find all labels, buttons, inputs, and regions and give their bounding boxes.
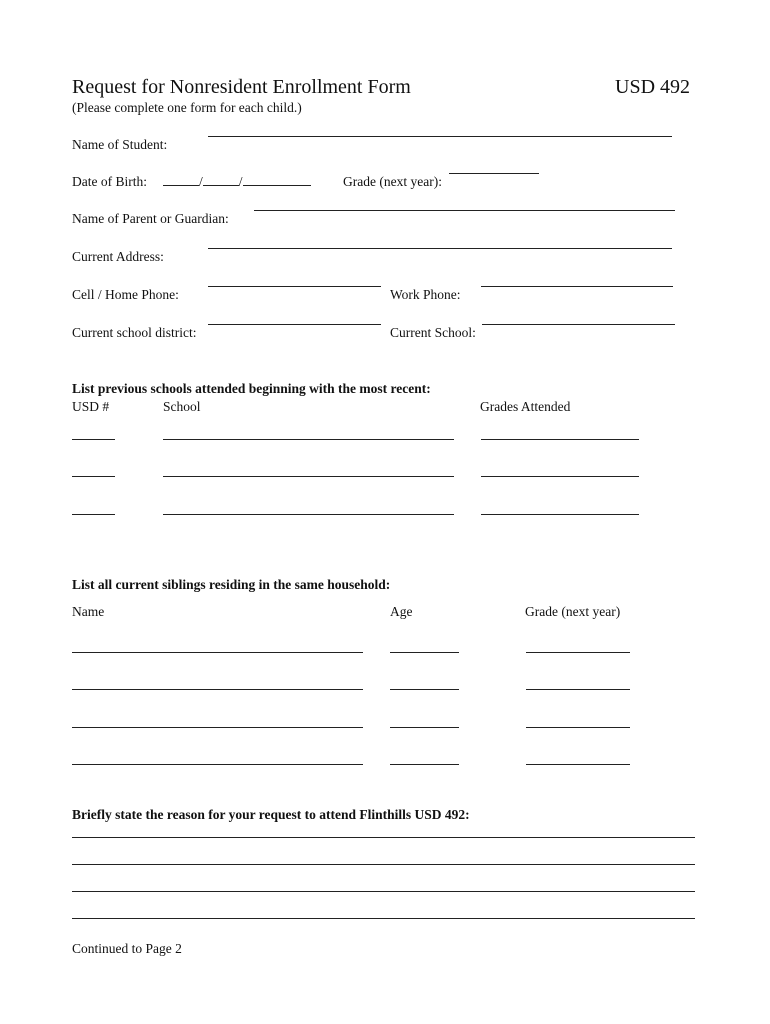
name-of-student-field[interactable] bbox=[208, 136, 672, 137]
reason-line-field[interactable] bbox=[72, 918, 695, 919]
date-of-birth-label: Date of Birth: bbox=[72, 174, 147, 189]
sibling-age-field[interactable] bbox=[390, 689, 459, 690]
previous-school-name-field[interactable] bbox=[163, 476, 454, 477]
previous-school-name-field[interactable] bbox=[163, 439, 454, 440]
sibling-grade-field[interactable] bbox=[526, 764, 630, 765]
reason-line-field[interactable] bbox=[72, 891, 695, 892]
siblings-heading: List all current siblings residing in the same household: bbox=[72, 577, 391, 592]
reason-line-field[interactable] bbox=[72, 837, 695, 838]
siblings-col-age: Age bbox=[390, 604, 413, 619]
reason-line-field[interactable] bbox=[72, 864, 695, 865]
current-school-field[interactable] bbox=[482, 324, 675, 325]
sibling-name-field[interactable] bbox=[72, 689, 363, 690]
current-school-district-field[interactable] bbox=[208, 324, 381, 325]
dob-month-field[interactable] bbox=[163, 173, 199, 186]
current-address-label: Current Address: bbox=[72, 249, 164, 264]
previous-school-usd-field[interactable] bbox=[72, 514, 115, 515]
previous-school-grades-field[interactable] bbox=[481, 476, 639, 477]
sibling-name-field[interactable] bbox=[72, 764, 363, 765]
sibling-age-field[interactable] bbox=[390, 727, 459, 728]
grade-next-year-label: Grade (next year): bbox=[343, 174, 442, 189]
previous-schools-col-usd: USD # bbox=[72, 399, 110, 414]
dob-year-field[interactable] bbox=[243, 173, 311, 186]
form-title: Request for Nonresident Enrollment Form bbox=[72, 76, 411, 98]
name-of-parent-label: Name of Parent or Guardian: bbox=[72, 211, 229, 226]
sibling-grade-field[interactable] bbox=[526, 727, 630, 728]
dob-day-field[interactable] bbox=[203, 173, 239, 186]
continued-note: Continued to Page 2 bbox=[72, 941, 182, 956]
work-phone-field[interactable] bbox=[481, 286, 673, 287]
sibling-age-field[interactable] bbox=[390, 764, 459, 765]
current-school-label: Current School: bbox=[390, 325, 476, 340]
previous-school-grades-field[interactable] bbox=[481, 514, 639, 515]
form-subtitle: (Please complete one form for each child.) bbox=[72, 100, 302, 115]
current-school-district-label: Current school district: bbox=[72, 325, 197, 340]
name-of-student-label: Name of Student: bbox=[72, 137, 168, 152]
previous-schools-col-school: School bbox=[163, 399, 201, 414]
cell-home-phone-field[interactable] bbox=[208, 286, 381, 287]
district-label: USD 492 bbox=[615, 76, 691, 98]
previous-schools-heading: List previous schools attended beginning with the most recent: bbox=[72, 381, 431, 396]
previous-schools-col-grades: Grades Attended bbox=[480, 399, 571, 414]
name-of-parent-field[interactable] bbox=[254, 210, 675, 211]
sibling-age-field[interactable] bbox=[390, 652, 459, 653]
siblings-col-name: Name bbox=[72, 604, 105, 619]
dob-separator: / bbox=[238, 174, 243, 189]
previous-school-grades-field[interactable] bbox=[481, 439, 639, 440]
sibling-grade-field[interactable] bbox=[526, 652, 630, 653]
grade-next-year-field[interactable] bbox=[449, 173, 539, 174]
sibling-name-field[interactable] bbox=[72, 727, 363, 728]
previous-school-usd-field[interactable] bbox=[72, 476, 115, 477]
previous-school-usd-field[interactable] bbox=[72, 439, 115, 440]
work-phone-label: Work Phone: bbox=[390, 287, 461, 302]
sibling-name-field[interactable] bbox=[72, 652, 363, 653]
siblings-col-grade: Grade (next year) bbox=[525, 604, 621, 619]
cell-home-phone-label: Cell / Home Phone: bbox=[72, 287, 179, 302]
dob-separator: / bbox=[199, 174, 203, 189]
current-address-field[interactable] bbox=[208, 248, 672, 249]
previous-school-name-field[interactable] bbox=[163, 514, 454, 515]
reason-heading: Briefly state the reason for your request to attend Flinthills USD 492: bbox=[72, 807, 470, 822]
sibling-grade-field[interactable] bbox=[526, 689, 630, 690]
date-of-birth-field[interactable] bbox=[163, 173, 311, 190]
